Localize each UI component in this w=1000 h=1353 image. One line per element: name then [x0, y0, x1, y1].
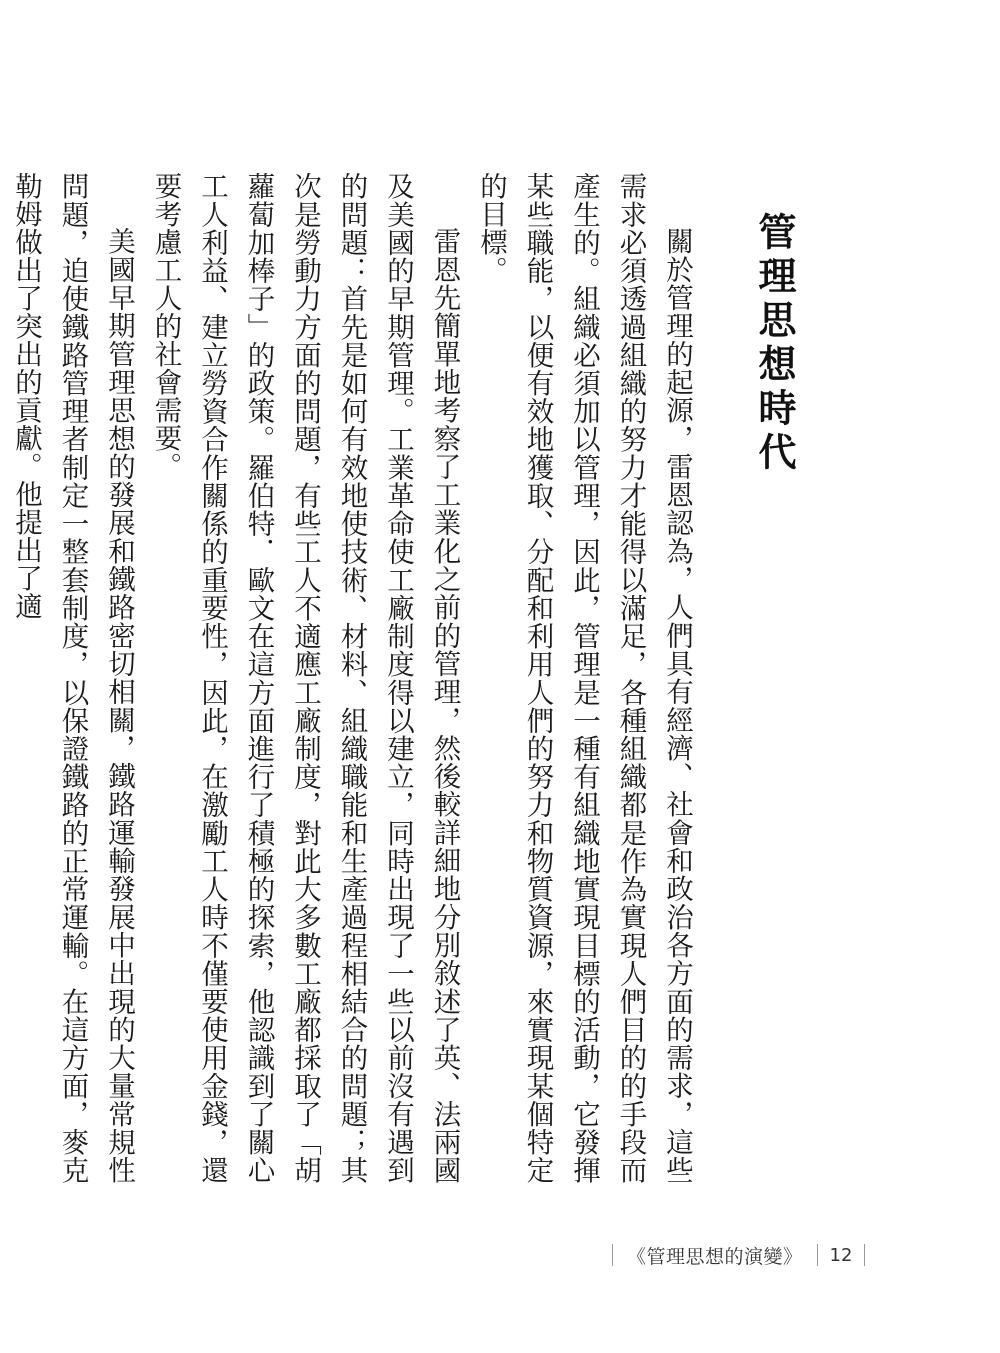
page-number: 12	[829, 1244, 853, 1266]
running-book-title: 《管理思想的演變》	[627, 1245, 803, 1268]
page-footer	[612, 1240, 865, 1270]
footer-divider	[864, 1244, 865, 1266]
body-text	[10, 172, 700, 1184]
paragraph: 關於管理的起源，雷恩認為，人們具有經濟、社會和政治各方面的需求，這些需求必須透過組織的努力才能得以滿足，各種組織都是作為實現人們目的的手段而產生的。組織必須加以管理，因此，管理是一種有組織地實現目標的活動，它發揮某些職能，以便有效地獲取、分配和利用人們的努力和物質資源，來實現某個特定的目標。	[475, 172, 693, 1184]
paragraph: 雷恩先簡單地考察了工業化之前的管理，然後較詳細地分別敘述了英、法兩國及美國的早期管理。工業革命使工廠制度得以建立，同時出現了一些以前沒有遇到的問題：首先是如何有效地使技術、材料、組織職能和生產過程相結合的問題；其次是勞動力方面的問題，有些工人不適應工廠制度，對此大多數工廠都採取了「胡蘿蔔加棒子」的政策。羅伯特．歐文在這方面進行了積極的探索，他認識到了關心工人利益、建立勞資合作關係的重要性，因此，在激勵工人時不僅要使用金錢，還要考慮工人的社會需要。	[149, 172, 461, 1184]
section-title: 管理思想時代	[752, 212, 796, 476]
paragraph: 美國早期管理思想的發展和鐵路密切相關，鐵路運輸發展中出現的大量常規性問題，迫使鐵路管理者制定一整套制度，以保證鐵路的正常運輸。在這方面，麥克勒姆做出了突出的貢獻。他提出了適	[10, 172, 135, 1184]
